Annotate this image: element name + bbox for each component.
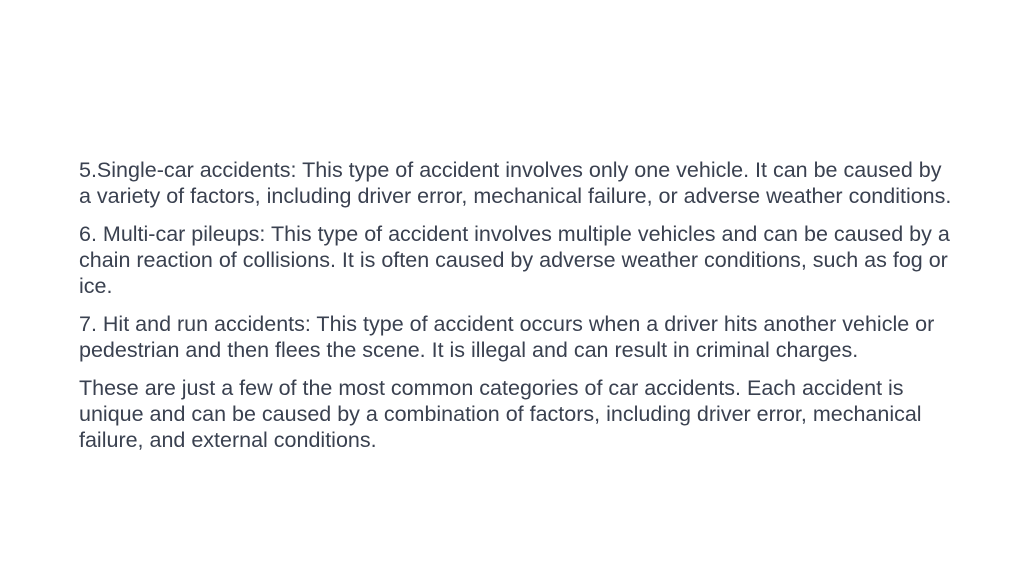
paragraph-single-car-accidents: 5.Single-car accidents: This type of accident involves only one vehicle. It can be caused by a variety of factors, including driver error, mechanical failure, or adverse weather conditions.: [79, 158, 952, 208]
paragraph-summary: These are just a few of the most common categories of car accidents. Each accident is unique and can be caused by a combination of factors, including driver error, mechanical failure, and external conditions.: [79, 376, 922, 452]
paragraph-hit-and-run-accidents: 7. Hit and run accidents: This type of accident occurs when a driver hits another vehicle or pedestrian and then flees the scene. It is illegal and can result in criminal charges.: [79, 312, 935, 362]
slide-body: [79, 157, 959, 465]
paragraph-multi-car-pileups: 6. Multi-car pileups: This type of accident involves multiple vehicles and can be caused by a chain reaction of collisions. It is often caused by adverse weather conditions, such as fog or ice.: [79, 222, 950, 298]
